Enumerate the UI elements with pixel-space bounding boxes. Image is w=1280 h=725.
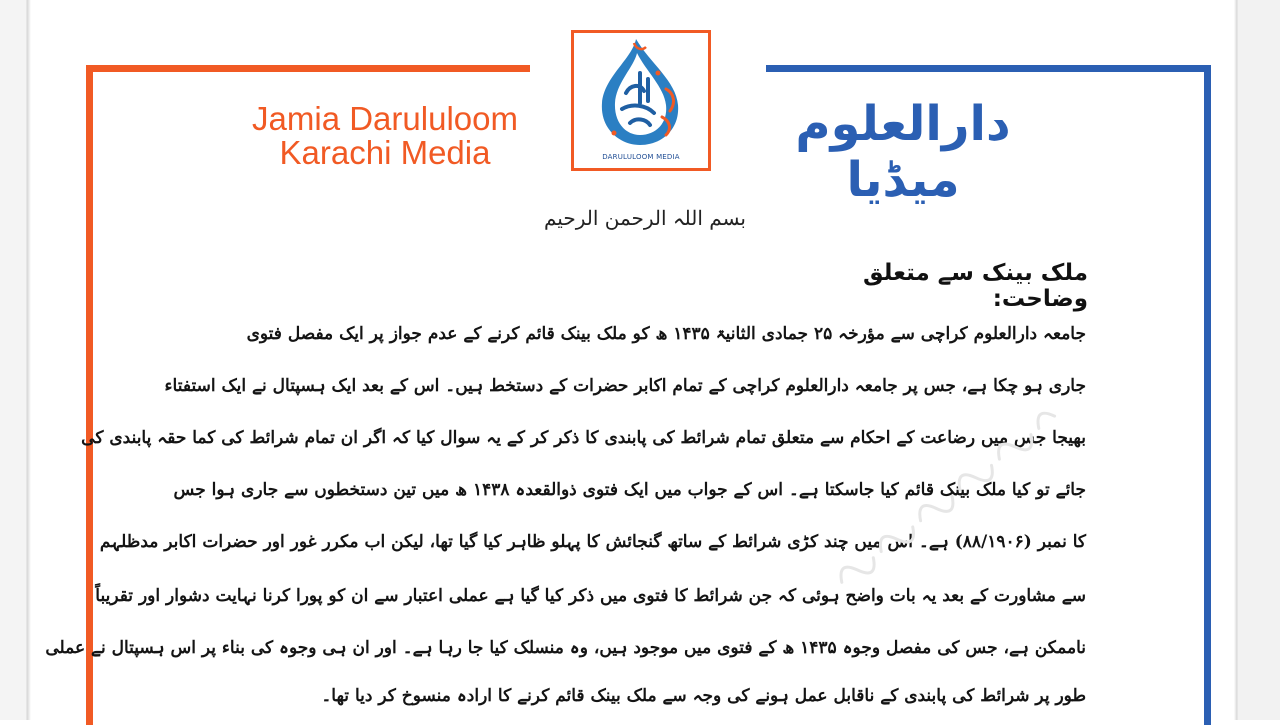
english-title [226,102,544,170]
body-line: جاری ہو چکا ہے، جس پر جامعہ دارالعلوم کراچی کے تمام اکابر حضرات کے دستخط ہیں۔ اس کے بعد ایک ہسپتال نے ایک استفتاء [164,376,1086,396]
blue-frame-top [766,65,1211,72]
page-left-edge [0,0,34,720]
document-heading: ملک بینک سے متعلق وضاحت: [863,260,1088,312]
english-title-line-2: Karachi Media [279,134,491,171]
body-line: جامعہ دارالعلوم کراچی سے مؤرخہ ۲۵ جمادی الثانیۃ ۱۴۳۵ ھ کو ملک بینک قائم کرنے کے عدم جواز پر ایک مفصل فتوی [246,324,1086,344]
body-line: سے مشاورت کے بعد یہ بات واضح ہوئی کہ جن شرائط کا فتوی میں ذکر کیا گیا ہے عملی اعتبار سے ان کو پورا کرنا نہایت دشوار اور تقریباً [95,586,1086,606]
page-right-edge [1230,0,1280,720]
urdu-title: دارالعلوم میڈیا [795,96,1011,208]
body-line: بھیجا جس میں رضاعت کے احکام سے متعلق تمام شرائط کی پابندی کا ذکر کر کے یہ سوال کیا کہ اگر ان تمام شرائط کی کما حقہ پابندی کی [81,428,1086,448]
orange-frame-top [86,65,530,72]
logo-caption: DARULULOOM MEDIA [602,153,680,161]
english-title-line-1: Jamia Darululoom [252,100,518,137]
body-line: ناممکن ہے، جس کی مفصل وجوہ ۱۴۳۵ ھ کے فتوی میں موجود ہیں، وہ منسلک کیا جا رہا ہے۔ اور ان ہی وجوہ کی بناء پر اس ہسپتال نے عملی [45,638,1086,658]
orange-frame-left [86,65,93,725]
calligraphy-drop-icon [574,33,708,151]
blue-frame-right [1204,65,1211,725]
body-line: طور پر شرائط کی پابندی کے ناقابل عمل ہونے کی وجہ سے ملک بینک قائم کرنے کا ارادہ منسوخ کر دیا تھا۔ [321,686,1086,706]
darululoom-media-logo [571,30,711,171]
body-line: کا نمبر (۸۸/۱۹۰۶) ہے۔ اس میں چند کڑی شرائط کے ساتھ گنجائش کا پہلو ظاہر کیا گیا تھا، لیکن اب مکرر غور اور حضرات اکابر مدظلہم [99,532,1086,552]
body-line: جائے تو کیا ملک بینک قائم کیا جاسکتا ہے۔ اس کے جواب میں ایک فتوی ذوالقعدہ ۱۴۳۸ ھ میں تین دستخطوں سے جاری ہوا جس [173,480,1086,500]
bismillah: بسم اللہ الرحمن الرحیم [543,206,746,230]
